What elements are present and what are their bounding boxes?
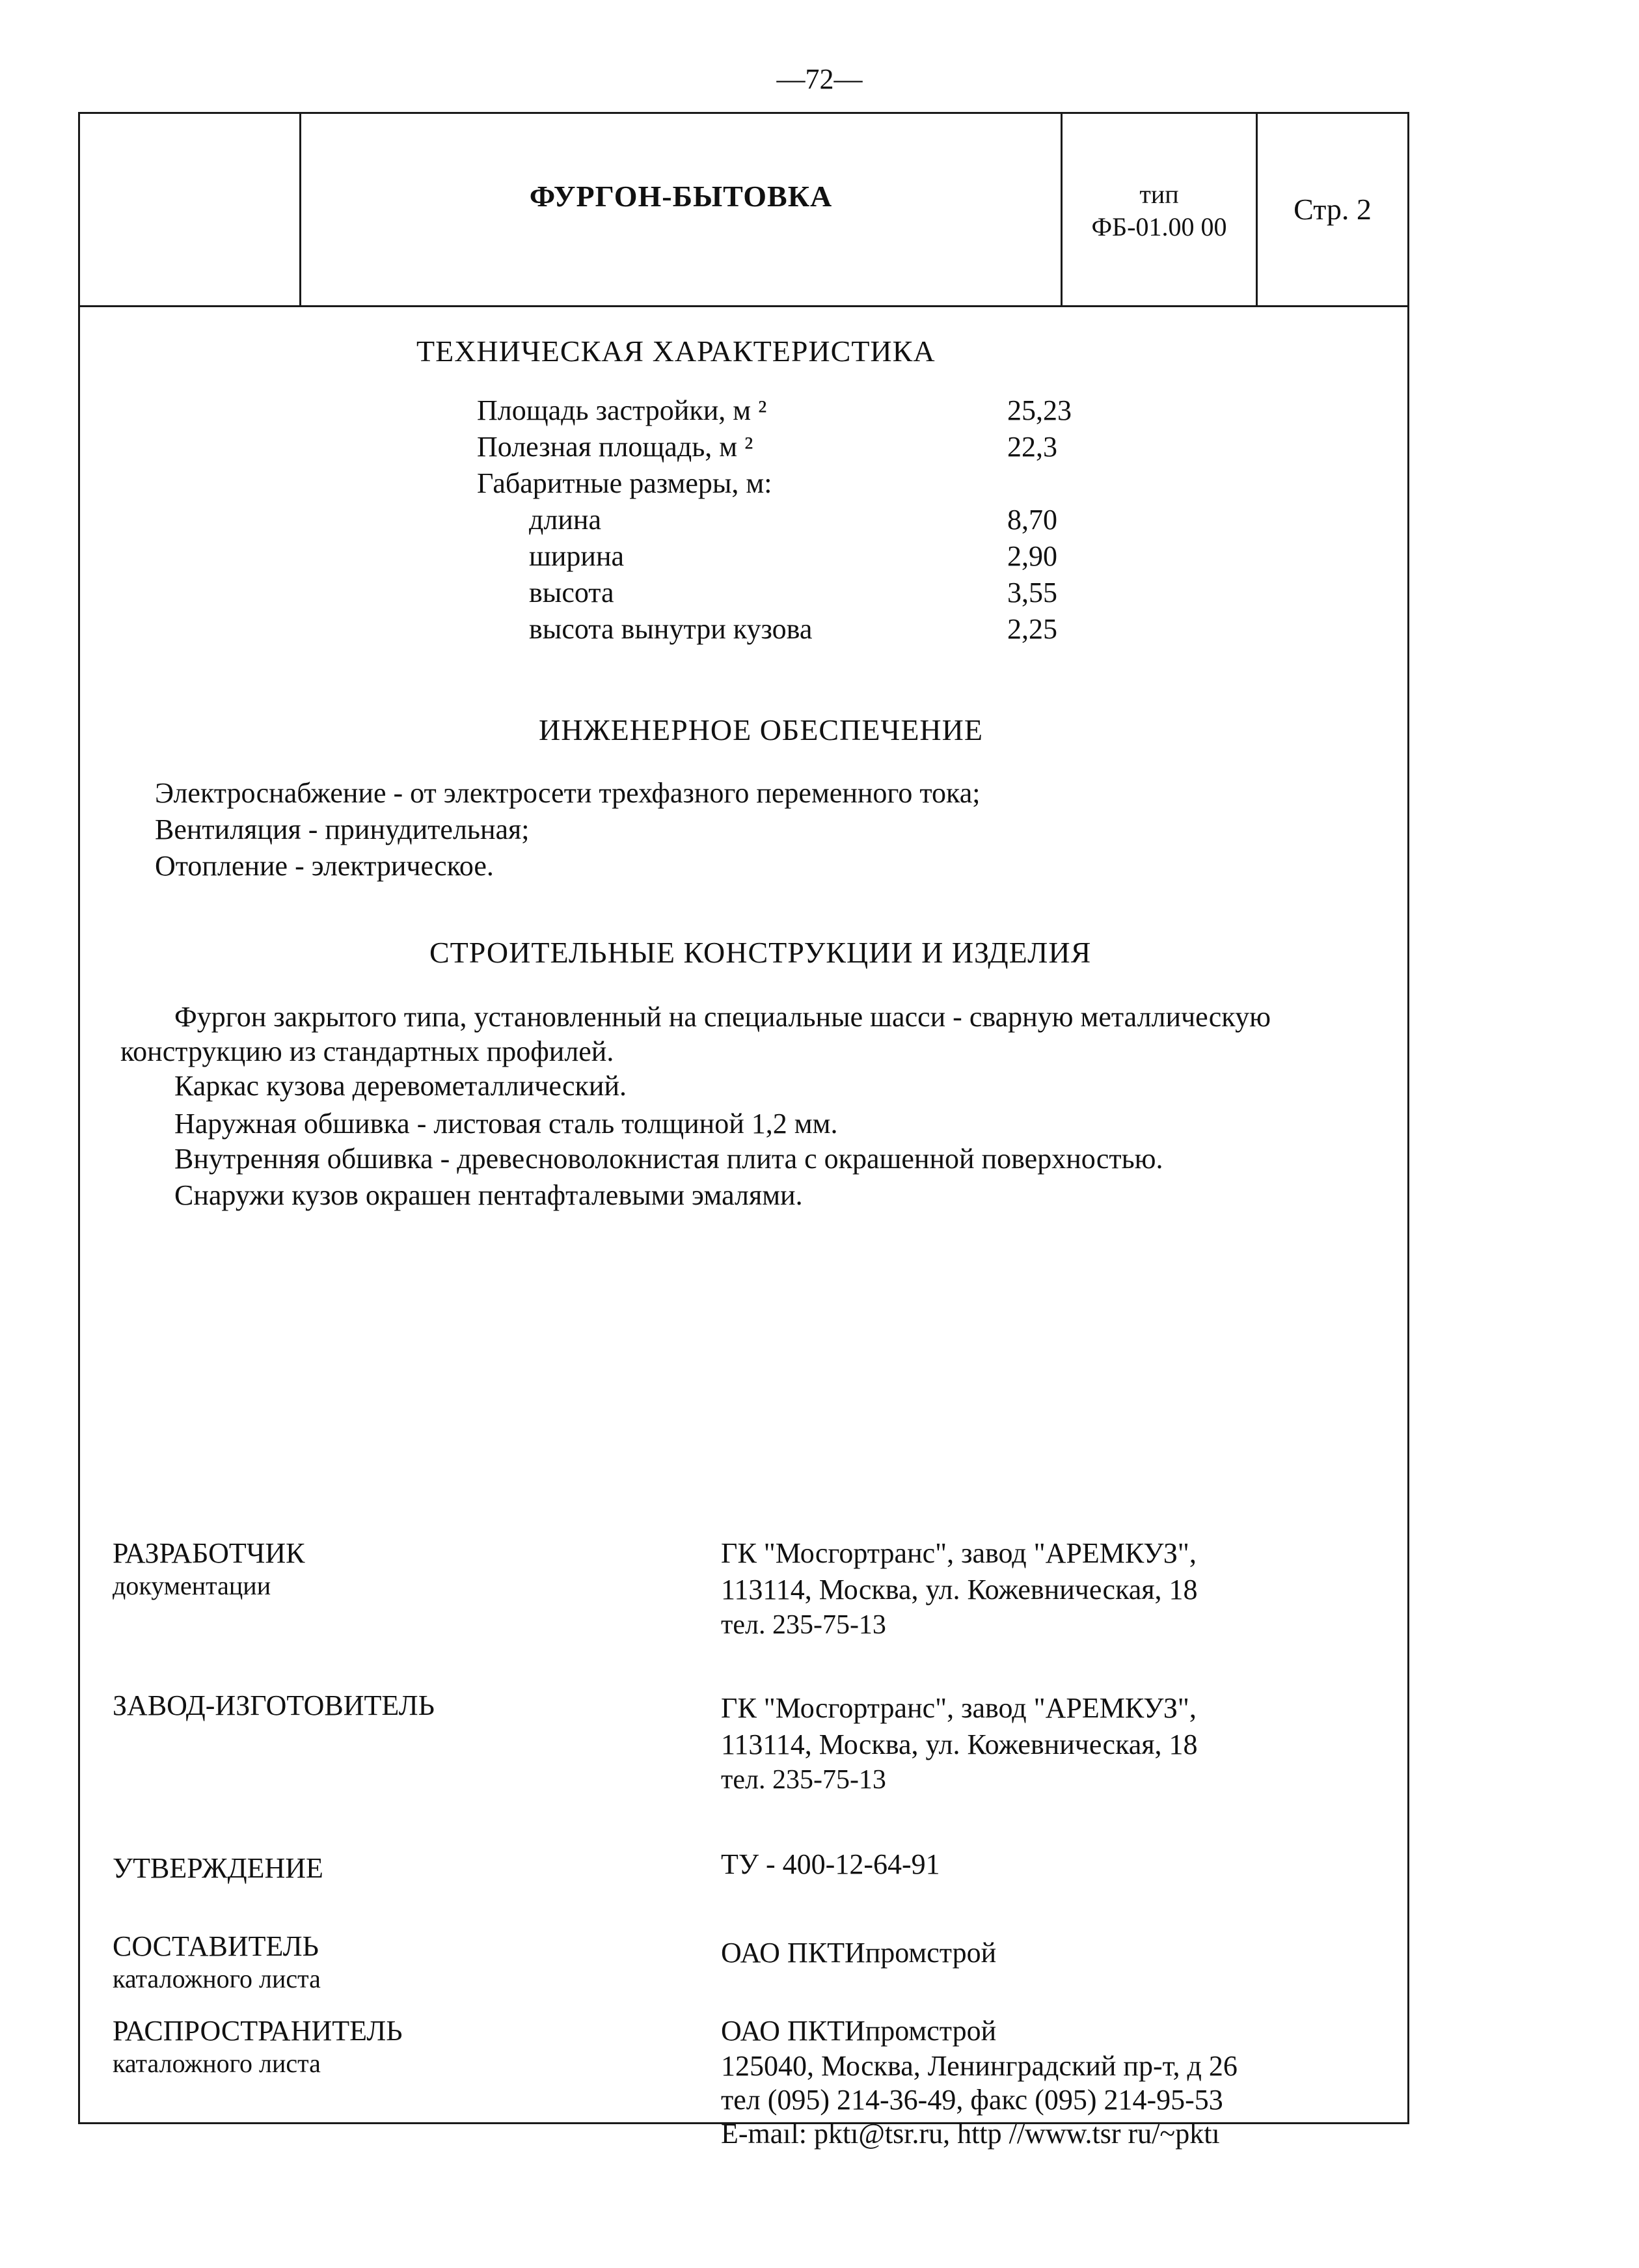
construction-line: Внутренняя обшивка - древесноволокнистая плита с окрашенной поверхностью.	[174, 1143, 1163, 1175]
tech-label: ширина	[529, 540, 625, 572]
manufacturer-line: ГК "Мосгортранс", завод "АРЕМКУЗ",	[721, 1692, 1197, 1724]
tech-label: высота вынутри кузова	[529, 613, 813, 645]
engineering-line: Отопление - электрическое.	[155, 850, 494, 882]
construction-line: Каркас кузова деревометаллический.	[174, 1070, 627, 1102]
title-block-blank-cell	[80, 114, 301, 305]
title-block-sheet-cell	[1258, 114, 1407, 305]
approval-label: УТВЕРЖДЕНИЕ	[113, 1852, 323, 1884]
tech-value: 25,23	[1007, 394, 1072, 426]
developer-line: 113114, Москва, ул. Кожевническая, 18	[721, 1574, 1198, 1605]
tech-label: Площадь застройки, м ²	[477, 394, 767, 426]
tech-label: высота	[529, 577, 614, 608]
manufacturer-line: 113114, Москва, ул. Кожевническая, 18	[721, 1728, 1198, 1760]
distributor-sublabel: каталожного листа	[113, 2049, 321, 2078]
developer-line: ГК "Мосгортранс", завод "АРЕМКУЗ",	[721, 1537, 1197, 1569]
construction-line: Фургон закрытого типа, установленный на специальные шасси - сварную металлическую	[174, 1001, 1271, 1033]
tech-section-title: ТЕХНИЧЕСКАЯ ХАРАКТЕРИСТИКА	[416, 335, 936, 368]
tech-value: 3,55	[1007, 577, 1057, 608]
tech-value: 2,90	[1007, 540, 1057, 572]
page-number: —72—	[776, 63, 863, 95]
type-code: ФБ-01.00 00	[1091, 212, 1227, 241]
distributor-line: 125040, Москва, Ленинградский пр-т, д 26	[721, 2050, 1238, 2082]
developer-label: РАЗРАБОТЧИК	[113, 1537, 305, 1569]
title-block-name-cell	[301, 114, 1063, 305]
tech-label: длина	[529, 504, 601, 536]
construction-line: Наружная обшивка - листовая сталь толщиной 1,2 мм.	[174, 1108, 838, 1140]
manufacturer-line: тел. 235-75-13	[721, 1765, 886, 1795]
tech-value: 22,3	[1007, 431, 1057, 463]
construction-section-title: СТРОИТЕЛЬНЫЕ КОНСТРУКЦИИ И ИЗДЕЛИЯ	[429, 936, 1092, 969]
developer-sublabel: документации	[113, 1571, 271, 1600]
manufacturer-label: ЗАВОД-ИЗГОТОВИТЕЛЬ	[113, 1689, 435, 1721]
compiler-label: СОСТАВИТЕЛЬ	[113, 1930, 319, 1962]
distributor-contacts: E-maıl: pktı@tsr.ru, http //www.tsr ru/~pktı	[721, 2118, 1220, 2150]
sheet-number: Стр. 2	[1294, 193, 1372, 226]
document-frame	[78, 112, 1409, 2150]
distributor-line: тел (095) 214-36-49, факс (095) 214-95-53	[721, 2084, 1223, 2116]
title-block-type-cell	[1063, 114, 1258, 305]
construction-line: конструкцию из стандартных профилей.	[120, 1035, 614, 1067]
tech-label: Полезная площадь, м ²	[477, 431, 753, 463]
distributor-label: РАСПРОСТРАНИТЕЛЬ	[113, 2015, 403, 2047]
developer-line: тел. 235-75-13	[721, 1610, 886, 1640]
tech-label: Габаритные размеры, м:	[477, 467, 772, 499]
construction-line: Снаружи кузов окрашен пентафталевыми эмалями.	[174, 1179, 803, 1211]
engineering-section-title: ИНЖЕНЕРНОЕ ОБЕСПЕЧЕНИЕ	[539, 713, 983, 746]
distributor-line: ОАО ПКТИпромстрой	[721, 2015, 997, 2047]
approval-value: ТУ - 400-12-64-91	[721, 1848, 940, 1880]
title-block	[80, 114, 1407, 307]
compiler-sublabel: каталожного листа	[113, 1964, 321, 1993]
tech-value: 8,70	[1007, 504, 1057, 536]
engineering-line: Вентиляция - принудительная;	[155, 813, 530, 845]
type-label: тип	[1139, 180, 1179, 209]
compiler-value: ОАО ПКТИпромстрой	[721, 1937, 997, 1969]
engineering-line: Электроснабжение - от электросети трехфазного переменного тока;	[155, 777, 981, 809]
tech-value: 2,25	[1007, 613, 1057, 645]
document-title: ФУРГОН-БЫТОВКА	[529, 180, 833, 213]
